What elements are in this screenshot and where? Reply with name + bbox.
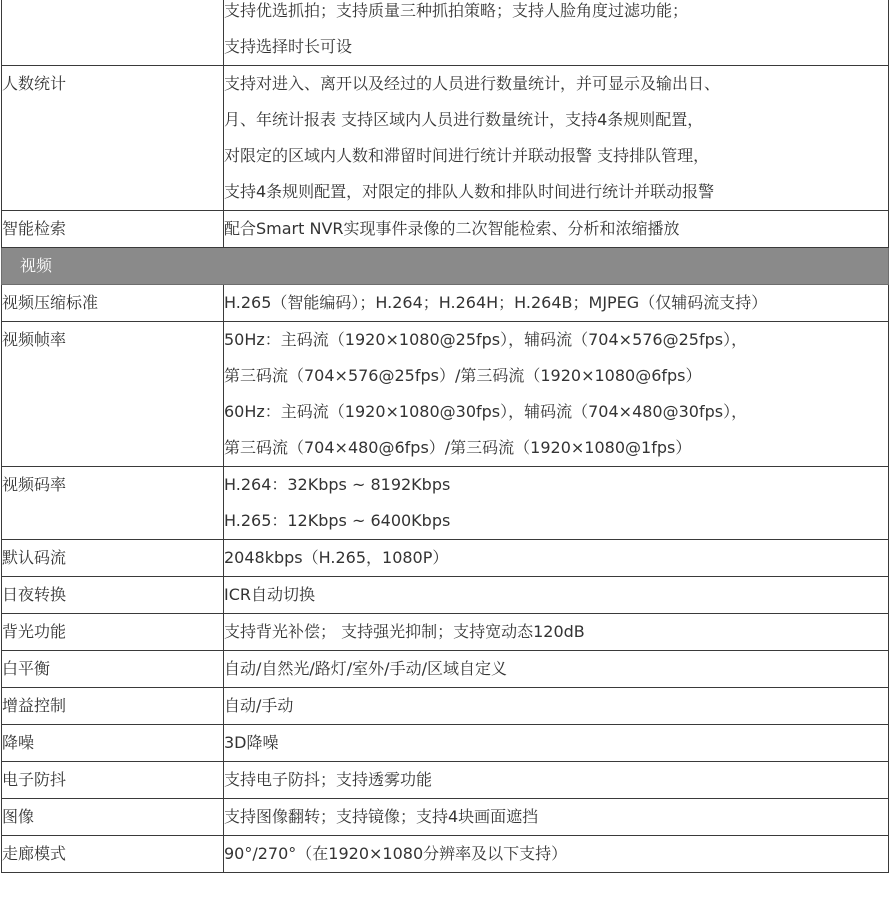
- spec-value-line: 月、年统计报表 支持区域内人员进行数量统计，支持4条规则配置，: [224, 110, 704, 129]
- spec-label: 图像: [2, 799, 224, 836]
- spec-value: [224, 614, 889, 651]
- spec-value-line: 90°/270°（在1920×1080分辨率及以下支持）: [224, 844, 568, 863]
- spec-value: [224, 322, 889, 467]
- spec-value-line: 支持对进入、离开以及经过的人员进行数量统计，并可显示及输出日、: [224, 74, 721, 93]
- spec-row-frame-rate: [2, 322, 889, 467]
- spec-label: 人数统计: [2, 66, 224, 211]
- spec-value-line: 支持优选抓拍；支持质量三种抓拍策略；支持人脸角度过滤功能；: [224, 1, 689, 20]
- spec-value-line: 自动/自然光/路灯/室外/手动/区域自定义: [224, 659, 507, 678]
- spec-row-eis: [2, 762, 889, 799]
- spec-row-compression: [2, 285, 889, 322]
- spec-value-line: 自动/手动: [224, 696, 294, 715]
- spec-value: [224, 725, 889, 762]
- spec-label: 增益控制: [2, 688, 224, 725]
- spec-value: [224, 762, 889, 799]
- spec-value-line: 60Hz：主码流（1920×1080@30fps），辅码流（704×480@30fps），: [224, 402, 748, 421]
- spec-value: [224, 799, 889, 836]
- spec-label: 走廊模式: [2, 836, 224, 873]
- spec-row-default-stream: [2, 540, 889, 577]
- spec-value-line: H.265（智能编码）；H.264；H.264H；H.264B；MJPEG（仅辅码流支持）: [224, 293, 768, 312]
- spec-label: 背光功能: [2, 614, 224, 651]
- spec-label: 降噪: [2, 725, 224, 762]
- spec-label: 视频帧率: [2, 322, 224, 467]
- spec-value-line: H.264：32Kbps ~ 8192Kbps: [224, 475, 451, 494]
- spec-table: [1, 0, 889, 873]
- spec-value-line: 对限定的区域内人数和滞留时间进行统计并联动报警 支持排队管理，: [224, 146, 710, 165]
- spec-row-bit-rate: [2, 467, 889, 540]
- spec-value-line: 第三码流（704×480@6fps）/第三码流（1920×1080@1fps）: [224, 438, 692, 457]
- spec-value: [224, 467, 889, 540]
- spec-row-image: [2, 799, 889, 836]
- spec-value-line: 配合Smart NVR实现事件录像的二次智能检索、分析和浓缩播放: [224, 219, 680, 238]
- spec-value: [224, 577, 889, 614]
- spec-value-line: H.265：12Kbps ~ 6400Kbps: [224, 511, 451, 530]
- spec-label: [2, 0, 224, 66]
- spec-label: 电子防抖: [2, 762, 224, 799]
- spec-value: [224, 66, 889, 211]
- spec-value: [224, 0, 889, 66]
- spec-row-white-balance: [2, 651, 889, 688]
- spec-value: [224, 836, 889, 873]
- section-title: 视频: [2, 248, 889, 285]
- section-header-video: [2, 248, 889, 285]
- spec-value-line: 50Hz：主码流（1920×1080@25fps），辅码流（704×576@25fps），: [224, 330, 748, 349]
- spec-value-line: 支持电子防抖；支持透雾功能: [224, 770, 433, 789]
- spec-value: [224, 651, 889, 688]
- spec-row-smart-search: [2, 211, 889, 248]
- spec-label: 白平衡: [2, 651, 224, 688]
- spec-value-line: 支持图像翻转；支持镜像；支持4块画面遮挡: [224, 807, 539, 826]
- spec-value-line: 2048kbps（H.265，1080P）: [224, 548, 449, 567]
- spec-label: 日夜转换: [2, 577, 224, 614]
- spec-row-corridor-mode: [2, 836, 889, 873]
- spec-value: [224, 540, 889, 577]
- spec-label: 智能检索: [2, 211, 224, 248]
- spec-value-line: ICR自动切换: [224, 585, 316, 604]
- spec-label: 视频码率: [2, 467, 224, 540]
- spec-row-people-counting: [2, 66, 889, 211]
- spec-row-gain-control: [2, 688, 889, 725]
- spec-row-noise-reduction: [2, 725, 889, 762]
- spec-label: 视频压缩标准: [2, 285, 224, 322]
- spec-value: [224, 211, 889, 248]
- spec-value-line: 支持背光补偿； 支持强光抑制；支持宽动态120dB: [224, 622, 585, 641]
- spec-label: 默认码流: [2, 540, 224, 577]
- spec-value: [224, 285, 889, 322]
- spec-value-line: 第三码流（704×576@25fps）/第三码流（1920×1080@6fps）: [224, 366, 702, 385]
- spec-row-snapshot: [2, 0, 889, 66]
- spec-value: [224, 688, 889, 725]
- spec-value-line: 支持选择时长可设: [224, 37, 353, 56]
- spec-row-day-night: [2, 577, 889, 614]
- spec-value-line: 支持4条规则配置，对限定的排队人数和排队时间进行统计并联动报警: [224, 182, 715, 201]
- spec-row-backlight: [2, 614, 889, 651]
- spec-value-line: 3D降噪: [224, 733, 279, 752]
